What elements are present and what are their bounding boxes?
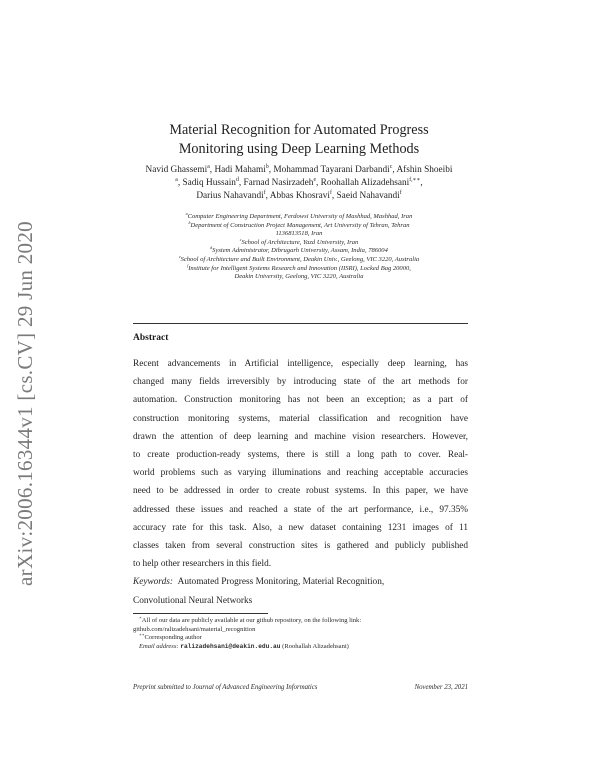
- author-name: Roohallah Alizadehsani: [320, 177, 410, 188]
- affil-mark: b: [188, 219, 191, 225]
- preprint-footer: [133, 684, 468, 691]
- affiliation-list: [130, 210, 468, 282]
- footnote-mark: ∗∗: [139, 632, 145, 638]
- abstract-line: to create production-ready systems, there is still a long path to cover. Real-: [133, 450, 468, 461]
- footnotes: [133, 614, 468, 652]
- footnote: [133, 614, 468, 626]
- author-name: Sadiq Hussain: [182, 177, 236, 188]
- author-list: [130, 164, 468, 202]
- author-mark: a: [207, 163, 210, 170]
- email-address[interactable]: ralizadehsani@deakin.edu.au: [180, 643, 281, 651]
- affil-mark: c: [239, 236, 242, 242]
- affil-mark: a: [185, 210, 188, 216]
- author-name: Darius Nahavandi: [196, 190, 264, 201]
- abstract-line: world problems such as varying illuminations and reaching acceptable accuracies: [133, 468, 468, 479]
- affil-text: School of Architecture and Built Environment, Deakin Univ., Geelong, VIC 3220, Australia: [180, 255, 420, 263]
- abstract-line: drawn the attention of deep learning and machine vision researchers. However,: [133, 431, 468, 442]
- affiliation: [130, 219, 468, 231]
- email-footnote: [133, 643, 468, 652]
- keywords-line: [133, 573, 468, 591]
- abstract-heading: Abstract: [133, 333, 169, 343]
- author-mark: e: [313, 176, 317, 183]
- author-mark: f,∗∗: [409, 176, 421, 183]
- title-line: Material Recognition for Automated Progress: [169, 122, 429, 138]
- footnote-text: Corresponding author: [144, 634, 202, 642]
- affiliation: [130, 273, 468, 282]
- arxiv-identifier-stamp: [7, 208, 43, 598]
- author-name: Navid Ghassemi: [145, 165, 208, 175]
- preprint-journal: Preprint submitted to Journal of Advanced Engineering Informatics: [133, 684, 318, 691]
- abstract-line: automation. Construction monitoring has not been an exception; as a part of: [133, 395, 468, 406]
- abstract-body: [133, 355, 468, 610]
- author-line: Navid Ghassemi$^a$, Hadi Mahami$^b$, Mohammad Tayarani Darbandi$^c$, Afshin Shoeibi: [145, 163, 453, 175]
- affil-text: Institute for Intelligent Systems Research and Innovation (IISRI), Locked Bag 20000,: [188, 264, 411, 272]
- arxiv-id-text: arXiv:2006.16344v1 [cs.CV] 29 Jun 2020: [12, 220, 37, 586]
- footnote-link[interactable]: github.com/ralizadehsani/material_recognition: [133, 625, 256, 633]
- abstract-line: construction monitoring systems, material classification and recognition have: [133, 413, 468, 424]
- paper-title: [130, 121, 468, 159]
- affil-text: Deakin University, Geelong, VIC 3220, Australia: [234, 273, 364, 281]
- affil-text: Computer Engineering Department, Ferdowsi University of Mashhad, Mashhad, Iran: [187, 213, 413, 220]
- abstract-line: classes taken from several construction sites is gathered and publicly published: [133, 541, 468, 552]
- abstract-line: addressed these issues and reached a state of the art performance, i.e., 97.35%: [133, 504, 468, 515]
- abstract-line: accuracy rate for this task. Also, a new dataset containing 1231 images of 11: [133, 522, 468, 533]
- author-line: $^a$, Sadiq Hussain$^d$, Farnad Nasirzadeh$^e$, Roohallah Alizadehsani$^{f,∗∗}$,: [175, 176, 423, 188]
- email-label: Email address:: [139, 643, 179, 651]
- keywords-label: Keywords:: [133, 577, 173, 588]
- author-name: Abbas Khosravi: [269, 190, 330, 201]
- footnote: [133, 634, 468, 643]
- author-name: Afshin Shoeibi: [396, 165, 453, 175]
- footnote-mark: ∗: [139, 614, 142, 620]
- title-line: Monitoring using Deep Learning Methods: [178, 141, 420, 157]
- footnote-rule: [133, 613, 268, 614]
- author-mark: d: [235, 176, 239, 183]
- abstract-line: Recent advancements in Artificial intelligence, especially deep learning, has: [133, 359, 468, 369]
- author-name: Farnad Nasirzadeh: [243, 177, 314, 188]
- footnote-text: All of our data are publicly available at our github repository, on the following link:: [141, 617, 362, 624]
- affil-mark: e: [178, 253, 181, 259]
- abstract-line: need to be addressed in order to create robust systems. In this paper, we have: [133, 486, 468, 497]
- affil-text: System Administrator, Dibrugarh University, Assam, India, 786004: [212, 247, 388, 255]
- affiliation: [130, 230, 468, 239]
- author-mark: f: [263, 189, 266, 196]
- affil-text: School of Architecture, Yazd University, Iran: [241, 238, 359, 246]
- author-name: Hadi Mahami: [214, 165, 266, 175]
- author-mark: c: [389, 163, 393, 170]
- author-mark: b: [265, 163, 269, 170]
- abstract-top-rule: [133, 323, 468, 324]
- author-mark: f: [399, 189, 402, 196]
- abstract-line: to help other researchers in this field.: [133, 559, 272, 570]
- author-name: Mohammad Tayarani Darbandi: [273, 165, 390, 175]
- author-mark: f: [329, 189, 332, 196]
- keywords-line: Convolutional Neural Networks: [133, 595, 253, 606]
- abstract-line: changed many fields irreversibly by introducing state of the art methods for: [133, 377, 468, 388]
- author-mark: a: [175, 176, 178, 183]
- email-owner: (Roohallah Alizadehsani): [282, 643, 349, 651]
- author-name: Saeid Nahavandi: [336, 190, 400, 201]
- affil-mark: d: [210, 245, 213, 251]
- affil-mark: f: [187, 262, 189, 268]
- affil-text: 1136813518, Iran: [275, 230, 323, 238]
- affil-text: Department of Construction Project Management, Art University of Tehran, Tehran: [190, 221, 410, 229]
- keywords-text: Automated Progress Monitoring, Material Recognition,: [177, 577, 385, 588]
- preprint-date: November 23, 2021: [414, 684, 468, 691]
- affiliation: [130, 262, 468, 274]
- author-line: Darius Nahavandi$^f$, Abbas Khosravi$^f$, Saeid Nahavandi$^f$: [196, 189, 402, 201]
